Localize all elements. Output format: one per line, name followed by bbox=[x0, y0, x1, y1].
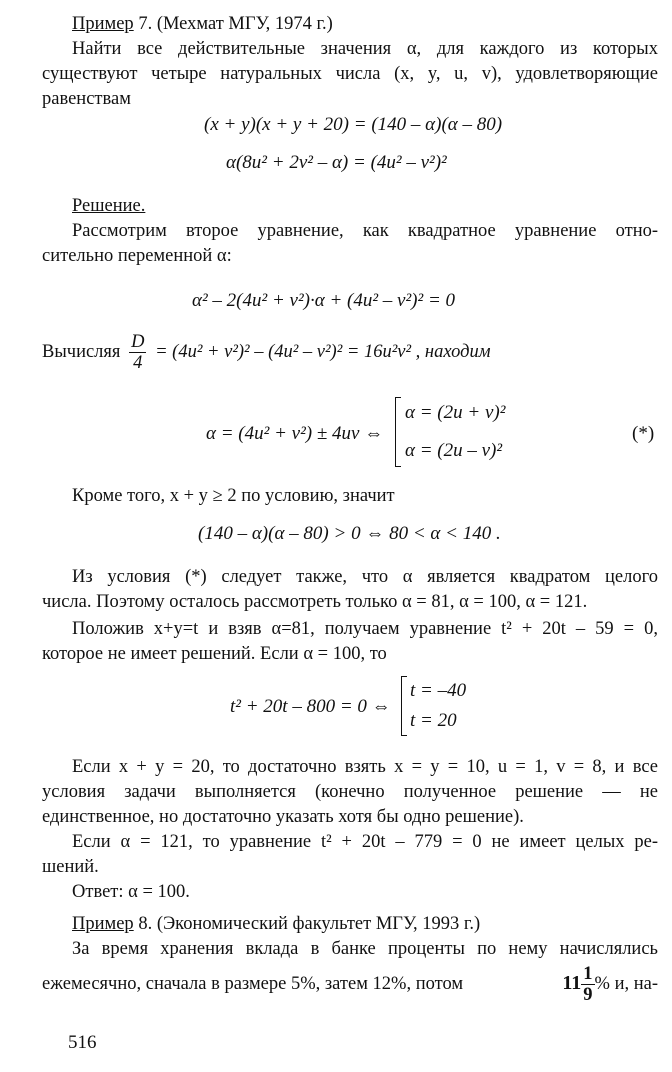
equation-3: α² – 2(4u² + v²)·α + (4u² – v²)² = 0 bbox=[192, 290, 456, 311]
solution-line: шений. bbox=[42, 857, 99, 877]
solution-line: сительно переменной α: bbox=[42, 246, 232, 266]
solution-line: Если x + y = 20, то достаточно взять x = y = 10, u = 1, v = 8, и все bbox=[72, 757, 658, 777]
equation-4-left: α = (4u² + v²) ± 4uv ⇔ bbox=[206, 423, 384, 444]
equation-6-left: t² + 20t – 800 = 0 ⇔ bbox=[230, 696, 391, 717]
fraction-d-over-4: $\frac{D}{4}$ bbox=[131, 332, 145, 373]
equation-6-case-1: t = –40 bbox=[410, 680, 467, 701]
example-label: Пример bbox=[72, 914, 134, 934]
example-label: Пример bbox=[72, 14, 134, 34]
system-bracket bbox=[401, 676, 407, 736]
equation-4-case-1: α = (2u + v)² bbox=[405, 402, 506, 423]
solution-line: Кроме того, x + y ≥ 2 по условию, значит bbox=[72, 486, 395, 506]
equation-2: α(8u² + 2v² – α) = (4u² – v²)² bbox=[226, 152, 447, 173]
solution-line: условия задачи выполняется (конечно полученное решение — не bbox=[42, 782, 658, 802]
problem-line: существуют четыре натуральных числа (x, y, u, v), удовлетворяющие bbox=[42, 64, 658, 84]
equation-6-case-2: t = 20 bbox=[410, 710, 457, 731]
equation-tag: (*) bbox=[632, 423, 655, 444]
answer: Ответ: α = 100. bbox=[72, 882, 190, 902]
solution-line: единственное, но достаточно указать хотя бы одно решение). bbox=[42, 807, 524, 827]
example-7-heading: Пример 7. (Мехмат МГУ, 1974 г.) bbox=[72, 14, 333, 34]
mixed-fraction: 11 $\frac{1}{9}$ % и, на- bbox=[562, 963, 658, 1005]
solution-label: Решение. bbox=[72, 196, 146, 216]
system-bracket bbox=[395, 397, 401, 467]
equation-4-case-2: α = (2u – v)² bbox=[405, 440, 503, 461]
example-8-line: ежемесячно, сначала в размере 5%, затем 12%, потом 11 $\frac{1}{9}$ % и, на- bbox=[42, 963, 658, 1005]
example-8-line: За время хранения вклада в банке проценты по нему начислялись bbox=[72, 939, 658, 959]
solution-line: Положив x+y=t и взяв α=81, получаем уравнение t² + 20t – 59 = 0, bbox=[72, 619, 658, 639]
solution-line: Из условия (*) следует также, что α является квадратом целого bbox=[72, 567, 658, 587]
solution-line: Рассмотрим второе уравнение, как квадратное уравнение отно- bbox=[72, 221, 658, 241]
solution-line: которое не имеет решений. Если α = 100, то bbox=[42, 644, 387, 664]
calc-line: Вычисляя $\frac{D}{4}$ = (4u² + v²)² – (4u² – v²)² = 16u²v² , находим bbox=[42, 332, 491, 373]
problem-line: Найти все действительные значения α, для каждого из которых bbox=[72, 39, 658, 59]
equation-5: (140 – α)(α – 80) > 0 ⇔ 80 < α < 140 . bbox=[198, 523, 501, 544]
solution-line: числа. Поэтому осталось рассмотреть только α = 81, α = 100, α = 121. bbox=[42, 592, 588, 612]
page-number: 516 bbox=[68, 1032, 97, 1053]
problem-line: равенствам bbox=[42, 89, 131, 109]
example-8-heading: Пример 8. (Экономический факультет МГУ, 1993 г.) bbox=[72, 914, 481, 934]
equation-1: (x + y)(x + y + 20) = (140 – α)(α – 80) bbox=[204, 114, 503, 135]
solution-line: Если α = 121, то уравнение t² + 20t – 779 = 0 не имеет целых ре- bbox=[72, 832, 658, 852]
